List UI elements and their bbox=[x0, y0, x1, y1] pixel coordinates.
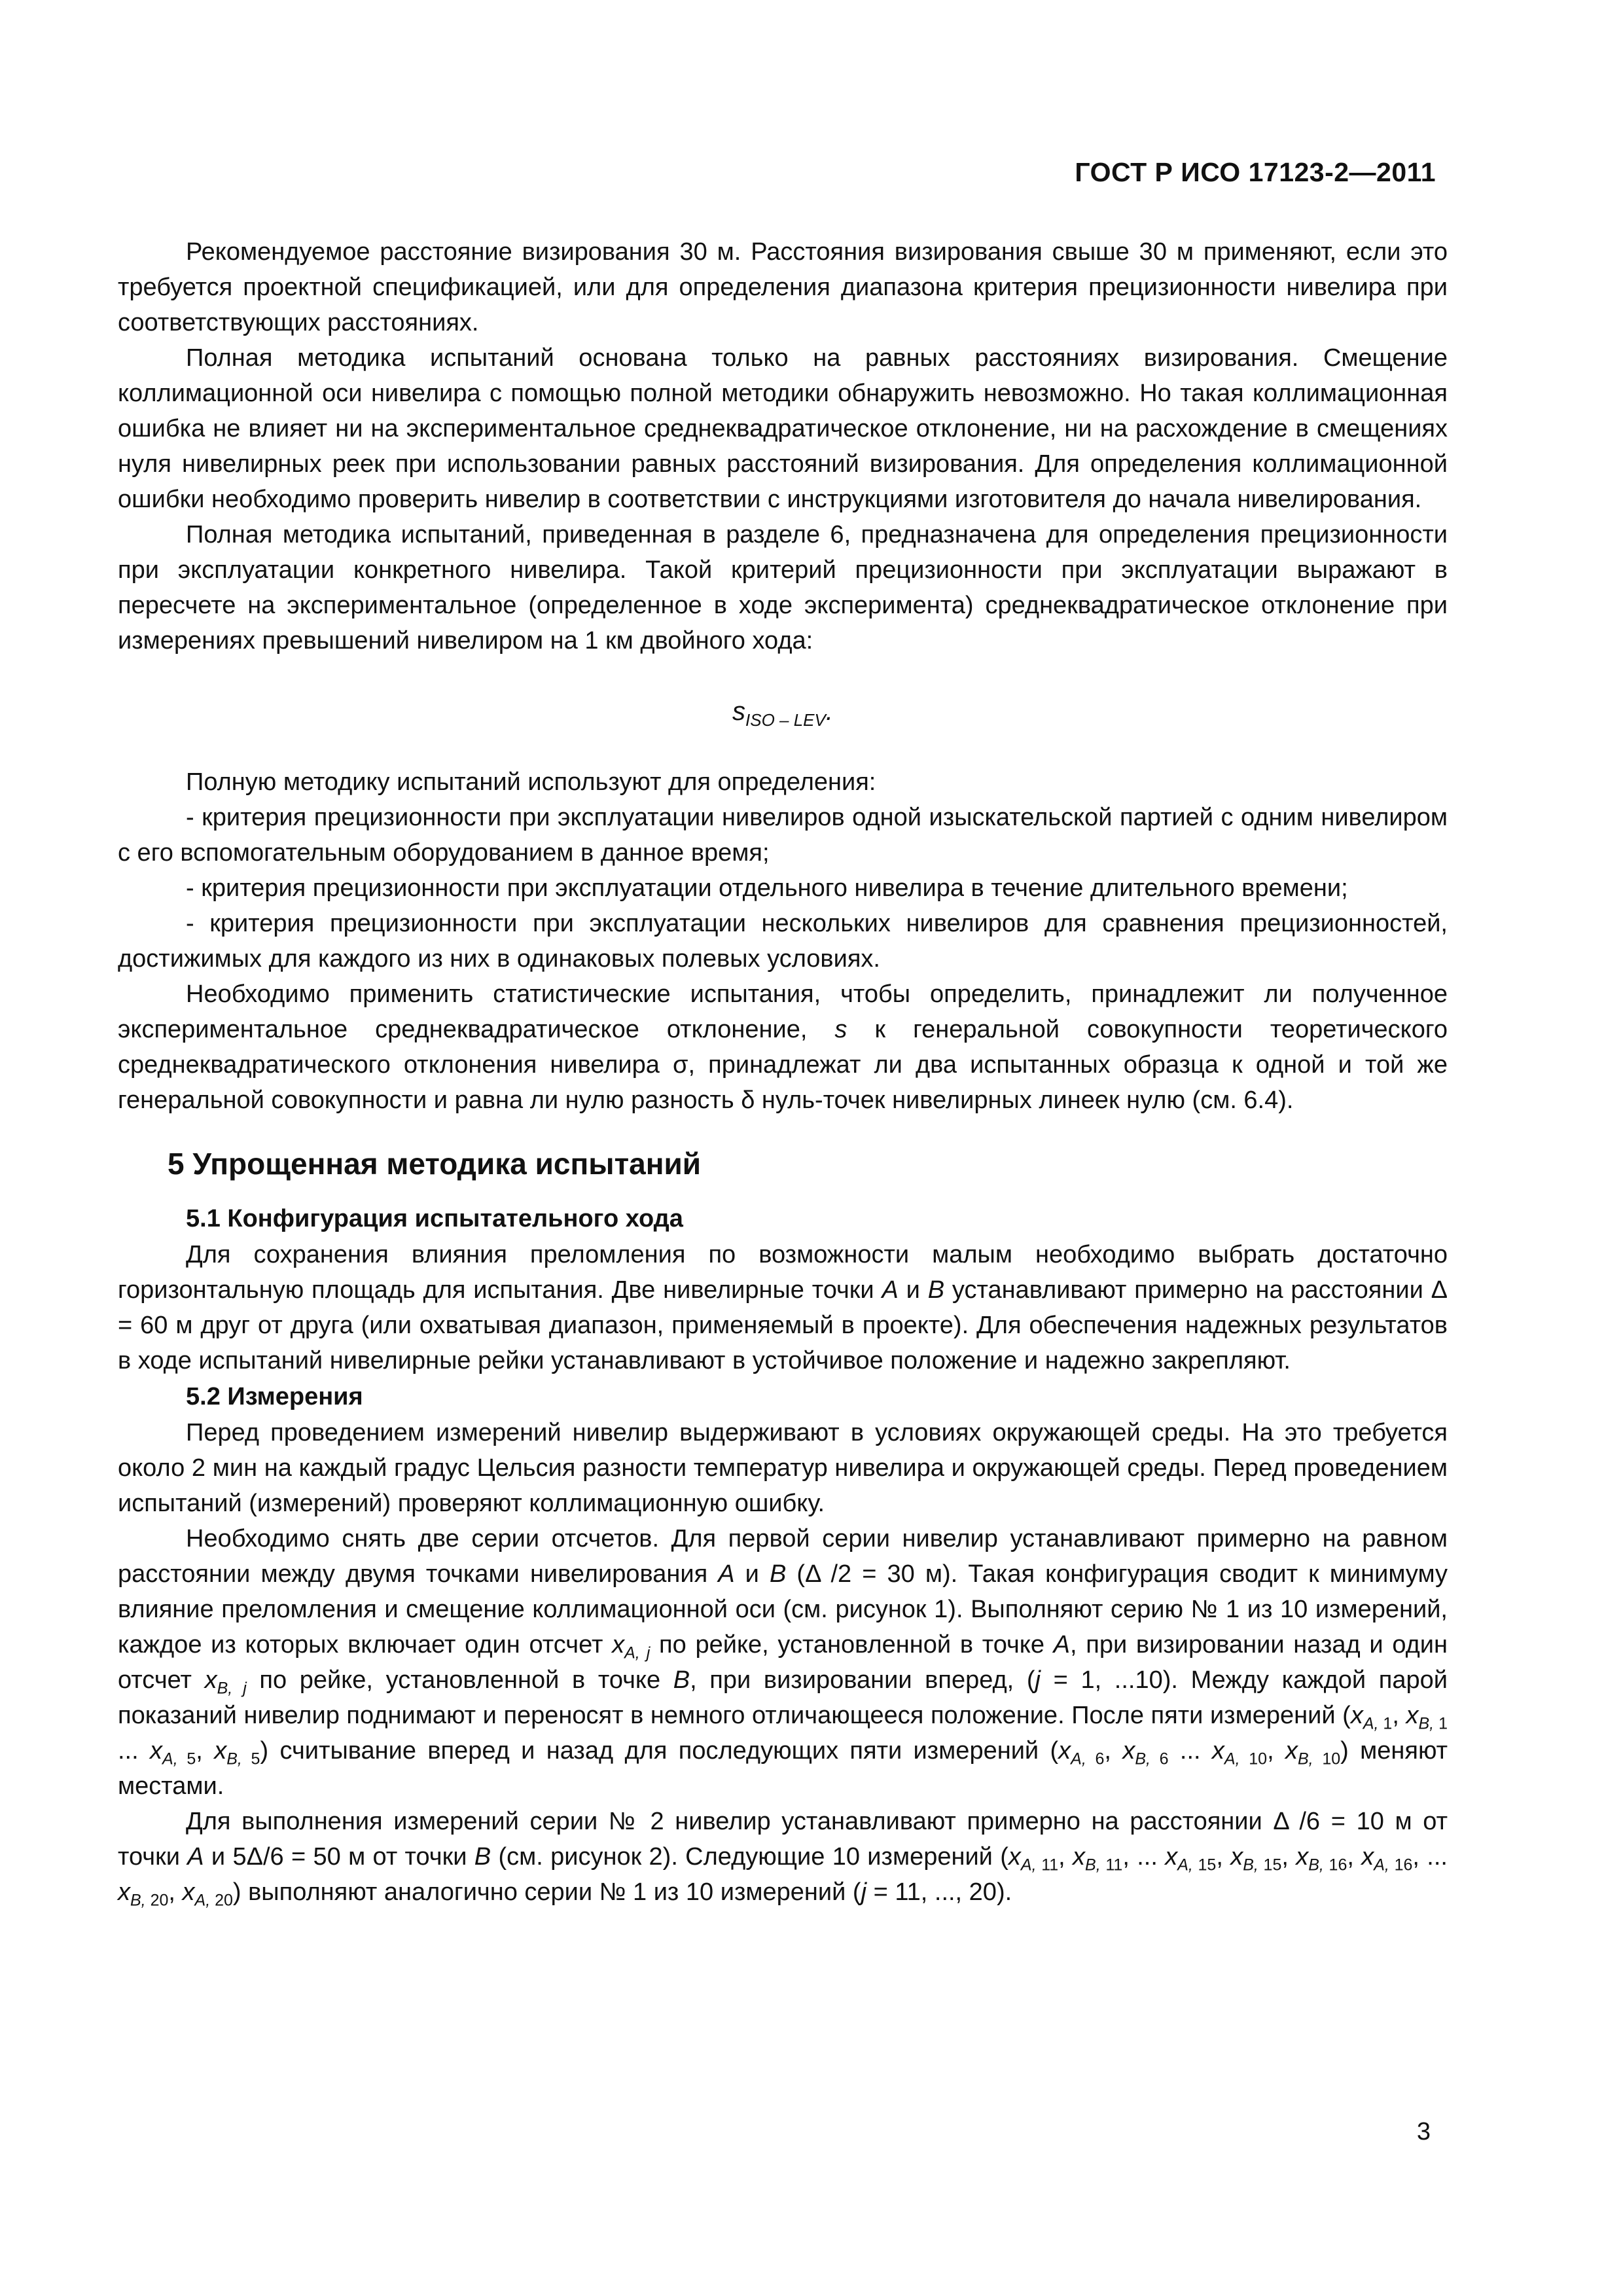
paragraph: Для выполнения измерений серии № 2 нивелир устанавливают примерно на расстоянии Δ /6 = 10 м от точки A и 5Δ/6 = 50 м от точки B (см. рисунок 2). Следующие 10 измерений ($x_{A, 11}$, $x_{B, 11}$, ... $x_{A, 15}$, $x_{B, 15}$, $x_{B, 16}$, $x_{A, 16}$, ... $x_{B, 20}$, $x_{A, 20}$) выполняют аналогично серии № 1 из 10 измерений (j = 11, ..., 20). bbox=[118, 1808, 1448, 1910]
text-run: и 5Δ/6 = 50 м от точки bbox=[204, 1843, 474, 1871]
formula bbox=[118, 694, 1448, 729]
page-number: 3 bbox=[1416, 2118, 1431, 2145]
text-run: ) считывание вперед и назад для последующих пяти измерений ( bbox=[260, 1737, 1059, 1765]
subsection-title: 5.2 Измерения bbox=[186, 1383, 363, 1410]
list-item: - критерия прецизионности при эксплуатации нескольких нивелиров для сравнения прецизионностей, достижимых для каждого из них в одинаковых полевых условиях. bbox=[118, 910, 1448, 973]
text-run: (см. рисунок 2). Следующие 10 измерений ( bbox=[491, 1843, 1008, 1871]
point-a: A bbox=[882, 1276, 899, 1304]
text-run: (Δ /2 = 30 м). Такая конфигурация сводит к минимуму влияние преломления и смещение коллимационной оси (см. рисунок 1). Выполняют серию № 1 из 10 измерений, каждое из которых включает один отсчет bbox=[118, 1560, 1448, 1659]
formula-subscript: ISO – LEV bbox=[745, 710, 826, 730]
document-header: ГОСТ Р ИСО 17123-2—2011 bbox=[1075, 157, 1436, 187]
point-b: B bbox=[927, 1276, 945, 1304]
paragraph: Перед проведением измерений нивелир выдерживают в условиях окружающей среды. На это требуется около 2 мин на каждый градус Цельсия разности температур нивелира и окружающей среды. Перед проведением испытаний (измерений) проверяют коллимационную ошибку. bbox=[118, 1419, 1448, 1517]
text-run: по рейке, установленной в точке bbox=[246, 1666, 673, 1694]
text-run: Для сохранения влияния преломления по возможности малым необходимо выбрать достаточно горизонтальную площадь для испытания. Две нивелирные точки bbox=[118, 1241, 1448, 1304]
text-run: устанавливают примерно на расстоянии Δ = 60 м друг от друга (или охватывая диапазон, применяемый в проекте). Для обеспечения надежных результатов в ходе испытаний нивелирные рейки устанавливают в устойчивое положение и надежно закрепляют. bbox=[118, 1276, 1448, 1374]
list-item: - критерия прецизионности при эксплуатации отдельного нивелира в течение длительного времени; bbox=[186, 874, 1348, 902]
section-title: 5 Упрощенная методика испытаний bbox=[168, 1147, 702, 1181]
text-run: , при визировании вперед, ( bbox=[690, 1666, 1035, 1694]
text-run: Для выполнения измерений серии № 2 нивелир устанавливают примерно на расстоянии Δ /6 = 10 м от точки bbox=[118, 1808, 1448, 1871]
paragraph: Полную методику испытаний используют для определения: bbox=[186, 768, 876, 796]
symbol-s: s bbox=[834, 1016, 847, 1043]
paragraph bbox=[118, 1237, 1448, 1378]
text-run: = 11, ..., 20). bbox=[866, 1878, 1012, 1906]
formula-period: . bbox=[825, 697, 833, 726]
text-run: ) выполняют аналогично серии № 1 из 10 измерений ( bbox=[232, 1878, 861, 1906]
paragraph: Рекомендуемое расстояние визирования 30 м. Расстояния визирования свыше 30 м применяют, если это требуется проектной спецификацией, или для определения диапазона критерия прецизионности нивелира при соответствующих расстояниях. bbox=[118, 238, 1448, 336]
page-content bbox=[118, 234, 1448, 1910]
formula-symbol: s bbox=[732, 697, 746, 726]
subsection-title: 5.1 Конфигурация испытательного хода bbox=[186, 1205, 683, 1232]
paragraph: Полная методика испытаний, приведенная в разделе 6, предназначена для определения прецизионности при эксплуатации конкретного нивелира. Такой критерий прецизионности при эксплуатации выражают в пересчете на экспериментальное (определенное в ходе эксперимента) среднеквадратическое отклонение при измерениях превышений нивелиром на 1 км двойного хода: bbox=[118, 521, 1448, 655]
text-run: и bbox=[898, 1276, 928, 1304]
paragraph: Полная методика испытаний основана только на равных расстояниях визирования. Смещение коллимационной оси нивелира с помощью полной методики обнаружить невозможно. Но такая коллимационная ошибка не влияет ни на экспериментальное среднеквадратическое отклонение, ни на расхождение в смещениях нуля нивелирных реек при использовании равных расстояний визирования. Для определения коллимационной ошибки необходимо проверить нивелир в соответствии с инструкциями изготовителя до начала нивелирования. bbox=[118, 344, 1448, 513]
text-run: Необходимо снять две серии отсчетов. Для первой серии нивелир устанавливают примерно на равном расстоянии между двумя точками нивелирования bbox=[118, 1525, 1448, 1588]
list-item: - критерия прецизионности при эксплуатации нивелиров одной изыскательской партией с одним нивелиром с его вспомогательным оборудованием в данное время; bbox=[118, 804, 1448, 867]
text-run: = 1, ...10). Между каждой парой показаний нивелир поднимают и переносят в немного отличающееся положение. После пяти измерений ( bbox=[118, 1666, 1448, 1729]
paragraph: Необходимо снять две серии отсчетов. Для первой серии нивелир устанавливают примерно на равном расстоянии между двумя точками нивелирования A и B (Δ /2 = 30 м). Такая конфигурация сводит к минимуму влияние преломления и смещение коллимационной оси (см. рисунок 1). Выполняют серию № 1 из 10 измерений, каждое из которых включает один отсчет $x_{A, j}$ по рейке, установленной в точке A, при визировании назад и один отсчет $x_{B, j}$ по рейке, установленной в точке B, при визировании вперед, (j = 1, ...10). Между каждой парой показаний нивелир поднимают и переносят в немного отличающееся положение. После пяти измерений ($x_{A, 1}$, $x_{B, 1}$ ... $x_{A, 5}$, $x_{B, 5}$) считывание вперед и назад для последующих пяти измерений ($x_{A, 6}$, $x_{B, 6}$ ... $x_{A, 10}$, $x_{B, 10}$) меняют местами. bbox=[118, 1525, 1448, 1800]
text-run: ) меняют местами. bbox=[118, 1737, 1448, 1800]
text-run: , при визировании назад и один отсчет bbox=[118, 1631, 1448, 1694]
paragraph bbox=[118, 977, 1448, 1118]
text-run: по рейке, установленной в точке bbox=[650, 1631, 1054, 1659]
text-run: Необходимо применить статистические испытания, чтобы определить, принадлежит ли полученное экспериментальное среднеквадратическое отклонение, bbox=[118, 980, 1448, 1043]
text-run: к генеральной совокупности теоретического среднеквадратического отклонения нивелира σ, принадлежат ли два испытанных образца к одной и той же генеральной совокупности и равна ли нулю разность δ нуль-точек нивелирных линеек нулю (см. 6.4). bbox=[118, 1016, 1448, 1114]
